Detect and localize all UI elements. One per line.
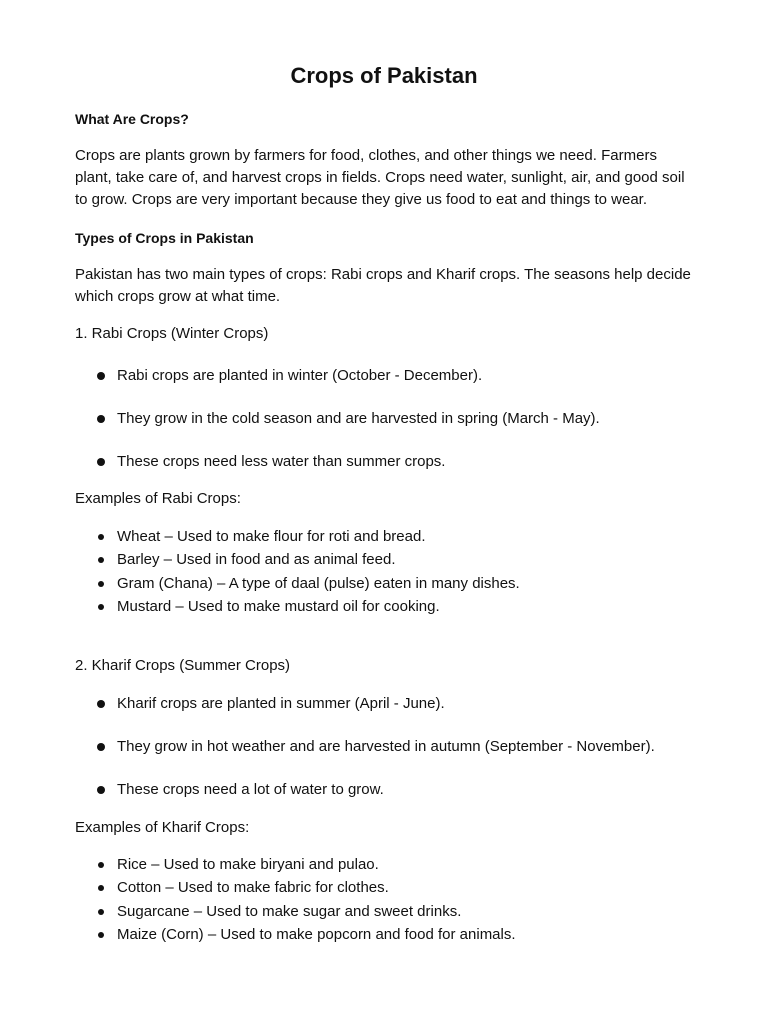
bullet-icon — [97, 415, 105, 423]
bullet-icon — [98, 885, 104, 891]
rabi-example-text: Barley – Used in food and as animal feed. — [117, 551, 396, 568]
rabi-examples-label: Examples of Rabi Crops: — [75, 490, 241, 507]
rabi-point-text: Rabi crops are planted in winter (October - December). — [117, 367, 483, 384]
bullet-icon — [98, 909, 104, 915]
kharif-example-text: Maize (Corn) – Used to make popcorn and food for animals. — [117, 926, 516, 943]
section-heading-types-of-crops: Types of Crops in Pakistan — [75, 230, 254, 246]
kharif-example — [95, 878, 695, 898]
kharif-point-text: Kharif crops are planted in summer (April - June). — [117, 695, 445, 712]
rabi-example-text: Gram (Chana) – A type of daal (pulse) eaten in many dishes. — [117, 575, 520, 592]
bullet-icon — [98, 557, 104, 563]
rabi-example-text: Mustard – Used to make mustard oil for cooking. — [117, 598, 440, 615]
bullet-icon — [98, 932, 104, 938]
paragraph-what-are-crops: Crops are plants grown by farmers for food, clothes, and other things we need. Farmers plant, take care of, and harvest crops in fields. Crops need water, sunlight, air, and good soil to grow. Crops are very important because they give us food to eat and things to wear. — [75, 147, 685, 208]
bullet-icon — [98, 534, 104, 540]
page-title: Crops of Pakistan — [290, 63, 478, 88]
rabi-example — [95, 550, 695, 570]
rabi-point — [95, 409, 695, 429]
bullet-icon — [97, 458, 105, 466]
kharif-example-text: Sugarcane – Used to make sugar and sweet drinks. — [117, 903, 462, 920]
kharif-point — [95, 780, 695, 800]
bullet-icon — [97, 700, 105, 708]
kharif-example-text: Cotton – Used to make fabric for clothes. — [117, 879, 389, 896]
bullet-icon — [98, 581, 104, 587]
bullet-icon — [97, 372, 105, 380]
rabi-example — [95, 574, 695, 594]
kharif-example-text: Rice – Used to make biryani and pulao. — [117, 856, 379, 873]
bullet-icon — [98, 604, 104, 610]
rabi-example-text: Wheat – Used to make flour for roti and bread. — [117, 528, 426, 545]
kharif-point-text: They grow in hot weather and are harvested in autumn (September - November). — [117, 738, 655, 755]
bullet-icon — [98, 862, 104, 868]
rabi-example — [95, 527, 695, 547]
rabi-point-text: These crops need less water than summer crops. — [117, 453, 446, 470]
rabi-example — [95, 597, 695, 617]
kharif-example — [95, 902, 695, 922]
bullet-icon — [97, 743, 105, 751]
rabi-point — [95, 366, 695, 386]
kharif-example — [95, 855, 695, 875]
kharif-point — [95, 694, 695, 714]
kharif-examples-label: Examples of Kharif Crops: — [75, 819, 250, 836]
paragraph-types-of-crops: Pakistan has two main types of crops: Rabi crops and Kharif crops. The seasons help decide which crops grow at what time. — [75, 266, 691, 305]
kharif-example — [95, 925, 695, 945]
kharif-point-text: These crops need a lot of water to grow. — [117, 781, 384, 798]
rabi-point — [95, 452, 695, 472]
kharif-point — [95, 737, 695, 757]
rabi-crops-heading: 1. Rabi Crops (Winter Crops) — [75, 325, 269, 342]
section-heading-what-are-crops: What Are Crops? — [75, 111, 189, 127]
bullet-icon — [97, 786, 105, 794]
kharif-crops-heading: 2. Kharif Crops (Summer Crops) — [75, 657, 291, 674]
rabi-point-text: They grow in the cold season and are harvested in spring (March - May). — [117, 410, 600, 427]
